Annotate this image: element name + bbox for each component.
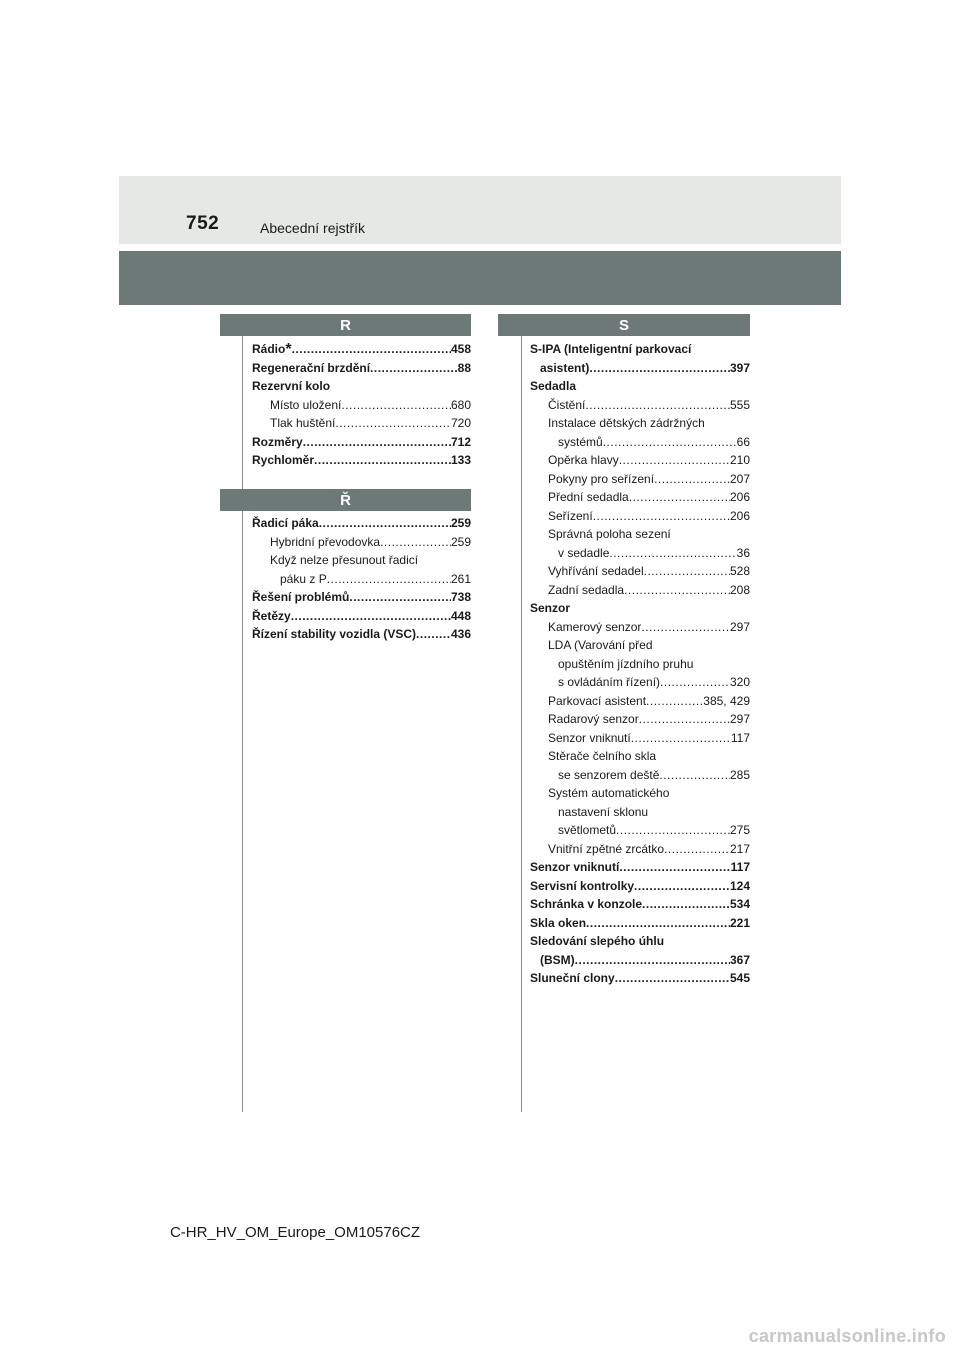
index-heading[interactable]: Když nelze přesunout řadicí xyxy=(270,553,419,567)
entry-term: Regenerační brzdění xyxy=(252,360,371,375)
index-entry[interactable] xyxy=(530,821,750,840)
index-heading[interactable]: LDA (Varování před xyxy=(548,638,653,652)
dot-leader xyxy=(319,514,451,533)
entry-page: 124 xyxy=(729,878,750,893)
entry-term: Schránka v konzole xyxy=(530,897,643,911)
entry-page: 217 xyxy=(729,841,750,856)
index-entry[interactable] xyxy=(252,533,471,552)
entry-term: Seřízení xyxy=(548,508,593,523)
dot-leader xyxy=(303,433,451,452)
entry-page: 133 xyxy=(450,453,471,467)
index-entry[interactable] xyxy=(530,840,750,859)
dot-leader xyxy=(654,470,730,489)
dot-leader xyxy=(589,359,730,378)
entry-page: 117 xyxy=(730,860,750,874)
entry-term: světlometů xyxy=(558,823,617,837)
entry-term: Pokyny pro seřízení xyxy=(548,471,655,486)
dot-leader xyxy=(646,692,703,711)
dot-leader xyxy=(291,607,451,626)
entry-page: 297 xyxy=(729,619,750,634)
index-entry[interactable] xyxy=(530,433,750,452)
entry-term: Sluneční clony xyxy=(530,971,615,985)
index-heading[interactable]: Sedadla xyxy=(530,379,577,393)
entry-page: 221 xyxy=(729,915,750,930)
dot-leader xyxy=(593,507,730,526)
entry-page: 720 xyxy=(450,416,471,430)
dot-leader xyxy=(335,414,451,433)
entry-term: Skla oken xyxy=(530,915,587,930)
entry-page: 206 xyxy=(729,508,750,523)
dot-leader xyxy=(619,858,730,877)
index-heading[interactable]: Sledování slepého úhlu xyxy=(530,934,665,948)
entry-page: 259 xyxy=(450,516,471,530)
entry-term: Rychloměr xyxy=(252,453,315,467)
entry-term: Místo uložení xyxy=(270,397,342,412)
letter-bar-s xyxy=(498,314,750,336)
index-entry[interactable] xyxy=(530,951,750,970)
dot-leader xyxy=(341,396,451,415)
dot-leader xyxy=(616,821,730,840)
dot-leader xyxy=(644,562,730,581)
index-entry[interactable] xyxy=(530,692,750,711)
entry-page: 712 xyxy=(450,434,471,449)
dot-leader xyxy=(327,570,451,589)
entry-page: 259 xyxy=(450,534,471,549)
entry-page: 528 xyxy=(729,564,750,578)
index-heading[interactable]: opuštěním jízdního pruhu xyxy=(558,656,694,671)
index-entry[interactable] xyxy=(530,895,750,914)
entry-term: Řízení stability vozidla (VSC) xyxy=(252,627,417,641)
index-heading[interactable]: nastavení sklonu xyxy=(558,804,649,819)
entry-page: 36 xyxy=(736,545,750,560)
index-entry[interactable] xyxy=(530,766,750,785)
letter-label: Ř xyxy=(340,492,351,509)
entry-page: 436 xyxy=(450,627,471,641)
entry-term: Senzor vniknutí xyxy=(548,730,631,745)
entry-term: Opěrka hlavy xyxy=(548,453,619,467)
entry-term: Hybridní převodovka xyxy=(270,534,381,549)
dot-leader xyxy=(292,340,451,359)
entry-term: Řadicí páka xyxy=(252,516,319,530)
footer xyxy=(0,1224,960,1241)
letter-label: R xyxy=(340,317,351,334)
index-entry[interactable] xyxy=(252,514,471,533)
dark-band xyxy=(119,251,841,305)
index-heading[interactable]: Senzor xyxy=(530,601,571,615)
dot-leader xyxy=(631,729,731,748)
entry-page: 207 xyxy=(729,471,750,486)
index-entry[interactable] xyxy=(252,570,471,589)
dot-leader xyxy=(349,588,451,607)
entry-page: 397 xyxy=(729,360,750,375)
dot-leader xyxy=(416,625,451,644)
entry-page: 738 xyxy=(450,590,471,604)
entry-page: 367 xyxy=(729,952,750,967)
entry-term: (BSM) xyxy=(540,952,575,967)
entry-page: 275 xyxy=(729,823,750,837)
dot-leader xyxy=(615,969,730,988)
index-entry[interactable] xyxy=(252,588,471,607)
dot-leader xyxy=(619,451,730,470)
index-entry[interactable] xyxy=(530,969,750,988)
index-heading[interactable]: Systém automatického xyxy=(548,786,670,800)
entry-page: 534 xyxy=(729,897,750,911)
index-entry[interactable] xyxy=(252,414,471,433)
header-band xyxy=(119,176,841,244)
entry-term: Zadní sedadla xyxy=(548,582,625,597)
entry-page: 206 xyxy=(729,490,750,504)
dot-leader xyxy=(624,581,730,600)
entry-term: systémů xyxy=(558,434,603,449)
index-entry[interactable] xyxy=(530,544,750,563)
entry-page: 285 xyxy=(729,767,750,782)
dot-leader xyxy=(629,488,730,507)
index-heading[interactable]: Instalace dětských zádržných xyxy=(548,416,705,430)
index-heading[interactable]: Rezervní kolo xyxy=(252,379,331,393)
entry-page: 320 xyxy=(729,675,750,689)
entry-page: 210 xyxy=(729,453,750,467)
entry-term: s ovládáním řízení) xyxy=(558,675,661,689)
dot-leader xyxy=(380,533,451,552)
entry-term: Radarový senzor xyxy=(548,712,639,726)
index-entry[interactable] xyxy=(530,359,750,378)
entry-page: 680 xyxy=(450,397,471,412)
entry-page: 458 xyxy=(450,342,471,356)
dot-leader xyxy=(660,673,730,692)
index-entry[interactable] xyxy=(530,618,750,637)
index-entry[interactable] xyxy=(530,673,750,692)
index-entry[interactable] xyxy=(530,470,750,489)
dot-leader xyxy=(609,544,736,563)
left-column-rule xyxy=(242,336,243,1112)
index-entry[interactable] xyxy=(530,858,750,877)
entry-term: Servisní kontrolky xyxy=(530,878,635,893)
entry-page: 385, 429 xyxy=(703,693,750,708)
entry-term: Rádio xyxy=(252,342,286,356)
index-entry[interactable] xyxy=(530,581,750,600)
letter-label: S xyxy=(618,317,629,334)
letter-bar-r xyxy=(220,314,471,336)
entry-term: Rozměry xyxy=(252,434,303,449)
entry-term: Senzor vniknutí xyxy=(530,860,620,874)
entry-term: Vyhřívání sedadel xyxy=(548,564,644,578)
entry-term: Vnitřní zpětné zrcátko xyxy=(548,841,665,856)
entry-term: Čistění xyxy=(548,397,586,412)
entry-term: Řešení problémů xyxy=(252,590,350,604)
dot-leader xyxy=(370,359,458,378)
page-number: 752 xyxy=(186,213,220,234)
dot-leader xyxy=(642,895,730,914)
index-entry[interactable] xyxy=(252,396,471,415)
entry-page: 208 xyxy=(729,582,750,597)
letter-bar-r-caron xyxy=(220,489,471,511)
index-entry[interactable] xyxy=(530,710,750,729)
entry-page: 117 xyxy=(730,730,750,745)
index-heading[interactable]: Správná poloha sezení xyxy=(548,527,671,541)
entry-page: 555 xyxy=(729,397,750,412)
dot-leader xyxy=(603,433,737,452)
index-entry[interactable] xyxy=(530,877,750,896)
index-list-r xyxy=(252,340,471,470)
dot-leader xyxy=(575,951,730,970)
right-column-rule xyxy=(521,336,522,1112)
entry-term: Přední sedadla xyxy=(548,490,629,504)
index-list-s xyxy=(530,340,750,988)
entry-term: Kamerový senzor xyxy=(548,619,642,634)
entry-page: 545 xyxy=(729,971,750,985)
index-entry[interactable] xyxy=(530,451,750,470)
entry-term: páku z P xyxy=(280,571,327,586)
index-entry[interactable] xyxy=(530,507,750,526)
index-heading[interactable]: S-IPA (Inteligentní parkovací xyxy=(530,342,692,356)
entry-term: v sedadle xyxy=(558,545,610,560)
dot-leader xyxy=(585,396,730,415)
index-entry[interactable]: Rádio * ..... 458 xyxy=(252,340,471,359)
index-entry[interactable] xyxy=(530,488,750,507)
index-entry[interactable] xyxy=(530,396,750,415)
entry-page: 66 xyxy=(736,434,750,449)
index-entry[interactable] xyxy=(530,914,750,933)
index-entry[interactable] xyxy=(252,607,471,626)
index-list-r-caron xyxy=(252,514,471,644)
index-entry[interactable] xyxy=(530,562,750,581)
index-entry[interactable] xyxy=(252,433,471,452)
section-title: Abecední rejstřík xyxy=(260,220,366,236)
dot-leader xyxy=(664,840,730,859)
entry-page: 448 xyxy=(450,608,471,623)
index-entry[interactable] xyxy=(252,359,471,378)
entry-page: 88 xyxy=(457,360,471,375)
watermark-logo: carmanualsonline.info xyxy=(748,1326,946,1346)
dot-leader xyxy=(641,618,730,637)
dot-leader xyxy=(586,914,730,933)
entry-term: Řetězy xyxy=(252,608,291,623)
index-heading[interactable]: Stěrače čelního skla xyxy=(548,749,657,763)
entry-term: asistent) xyxy=(540,360,590,375)
entry-term: se senzorem deště xyxy=(558,767,660,782)
dot-leader xyxy=(314,451,451,470)
index-entry[interactable] xyxy=(530,729,750,748)
entry-page: 261 xyxy=(450,571,471,586)
entry-term: Tlak huštění xyxy=(270,416,336,430)
entry-term: Parkovací asistent xyxy=(548,693,647,708)
dot-leader xyxy=(634,877,730,896)
footer-text: C-HR_HV_OM_Europe_OM10576CZ xyxy=(169,1224,421,1241)
dot-leader xyxy=(639,710,730,729)
dot-leader xyxy=(659,766,730,785)
entry-page: 297 xyxy=(729,712,750,726)
index-entry[interactable] xyxy=(252,451,471,470)
index-entry[interactable] xyxy=(252,625,471,644)
